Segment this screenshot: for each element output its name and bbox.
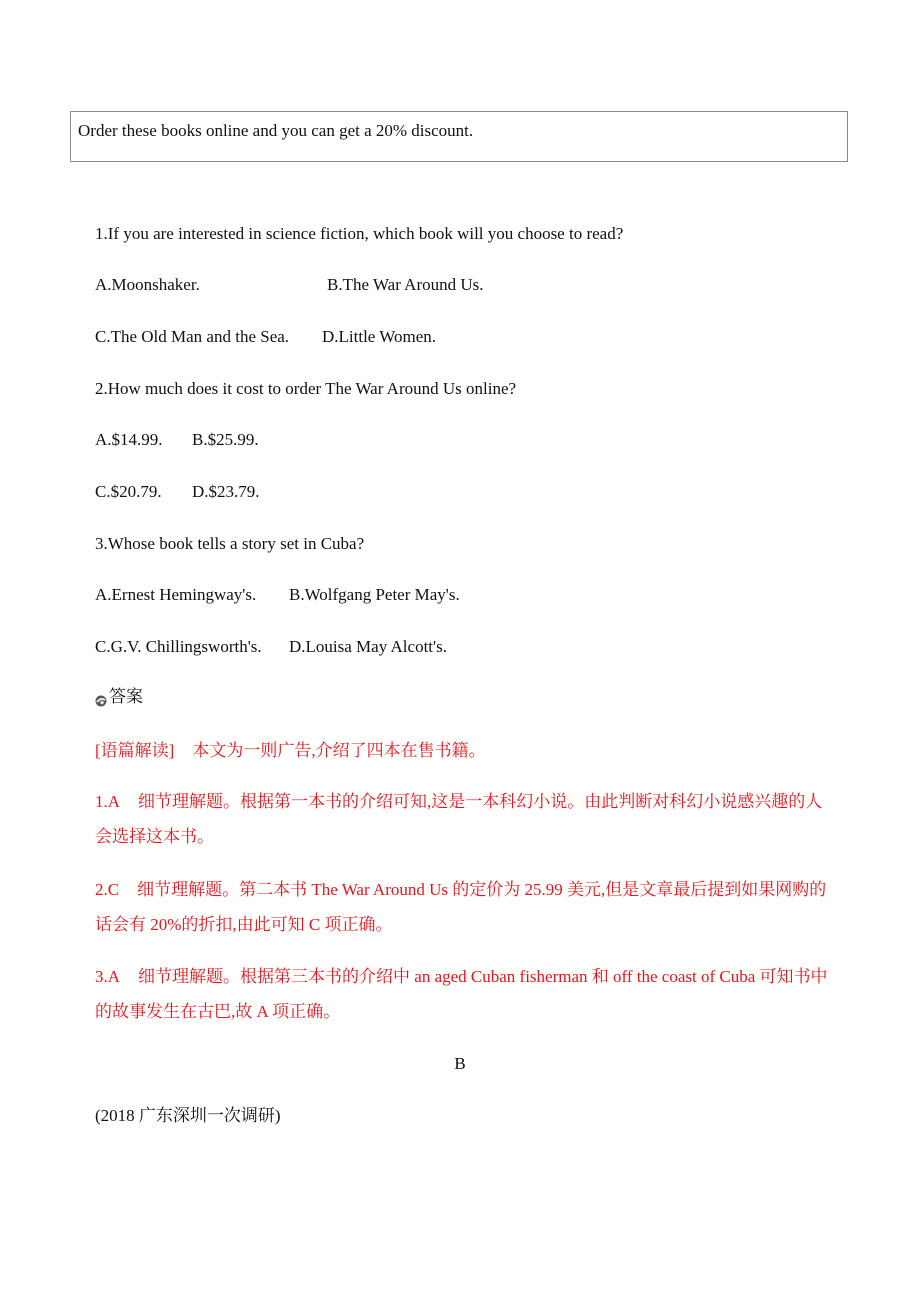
q2-option-c: C.$20.79. [95, 482, 162, 501]
q3-option-d: D.Louisa May Alcott's. [289, 637, 447, 656]
q2-option-a: A.$14.99. [95, 430, 163, 449]
q2-option-b: B.$25.99. [192, 430, 259, 449]
question-2-stem: 2.How much does it cost to order The War Around Us online? [95, 379, 517, 398]
answer-explanation-3 [95, 959, 830, 1029]
answer-header [95, 686, 143, 708]
section-letter: B [454, 1054, 466, 1073]
answer-explanation-1 [95, 784, 830, 854]
q1-option-c: C.The Old Man and the Sea. [95, 327, 290, 346]
summary-tag: [语篇解读] [95, 741, 175, 760]
section-source: (2018 广东深圳一次调研) [95, 1106, 281, 1125]
notice-box [70, 111, 848, 162]
q3-option-c: C.G.V. Chillingsworth's. [95, 637, 262, 656]
question-1-stem: 1.If you are interested in science fiction, which book will you choose to read? [95, 224, 624, 243]
question-3-stem: 3.Whose book tells a story set in Cuba? [95, 534, 365, 553]
notice-text: Order these books online and you can get a 20% discount. [78, 121, 474, 140]
explanation-3-tag: 3.A [95, 967, 121, 986]
answer-summary [95, 733, 830, 768]
q3-option-a: A.Ernest Hemingway's. [95, 585, 257, 604]
summary-text: 本文为一则广告,介绍了四本在售书籍。 [192, 741, 486, 760]
q1-option-b: B.The War Around Us. [327, 275, 484, 294]
q1-option-a: A.Moonshaker. [95, 275, 200, 294]
explanation-2-tag: 2.C [95, 880, 120, 899]
q1-option-d: D.Little Women. [322, 327, 436, 346]
answer-label: 答案 [109, 687, 143, 706]
q3-option-b: B.Wolfgang Peter May's. [289, 585, 460, 604]
explanation-3-text: 细节理解题。根据第三本书的介绍中 an aged Cuban fisherman 和 off the coast of Cuba 可知书中的故事发生在古巴,故 A 项正确。 [95, 967, 828, 1021]
explanation-1-tag: 1.A [95, 792, 121, 811]
explanation-1-text: 细节理解题。根据第一本书的介绍可知,这是一本科幻小说。由此判断对科幻小说感兴趣的人会选择这本书。 [95, 792, 823, 846]
answer-explanation-2 [95, 872, 830, 942]
q2-option-d: D.$23.79. [192, 482, 260, 501]
explanation-2-text: 细节理解题。第二本书 The War Around Us 的定价为 25.99 美元,但是文章最后提到如果网购的话会有 20%的折扣,由此可知 C 项正确。 [95, 880, 827, 934]
answer-bullet-icon [95, 691, 107, 703]
